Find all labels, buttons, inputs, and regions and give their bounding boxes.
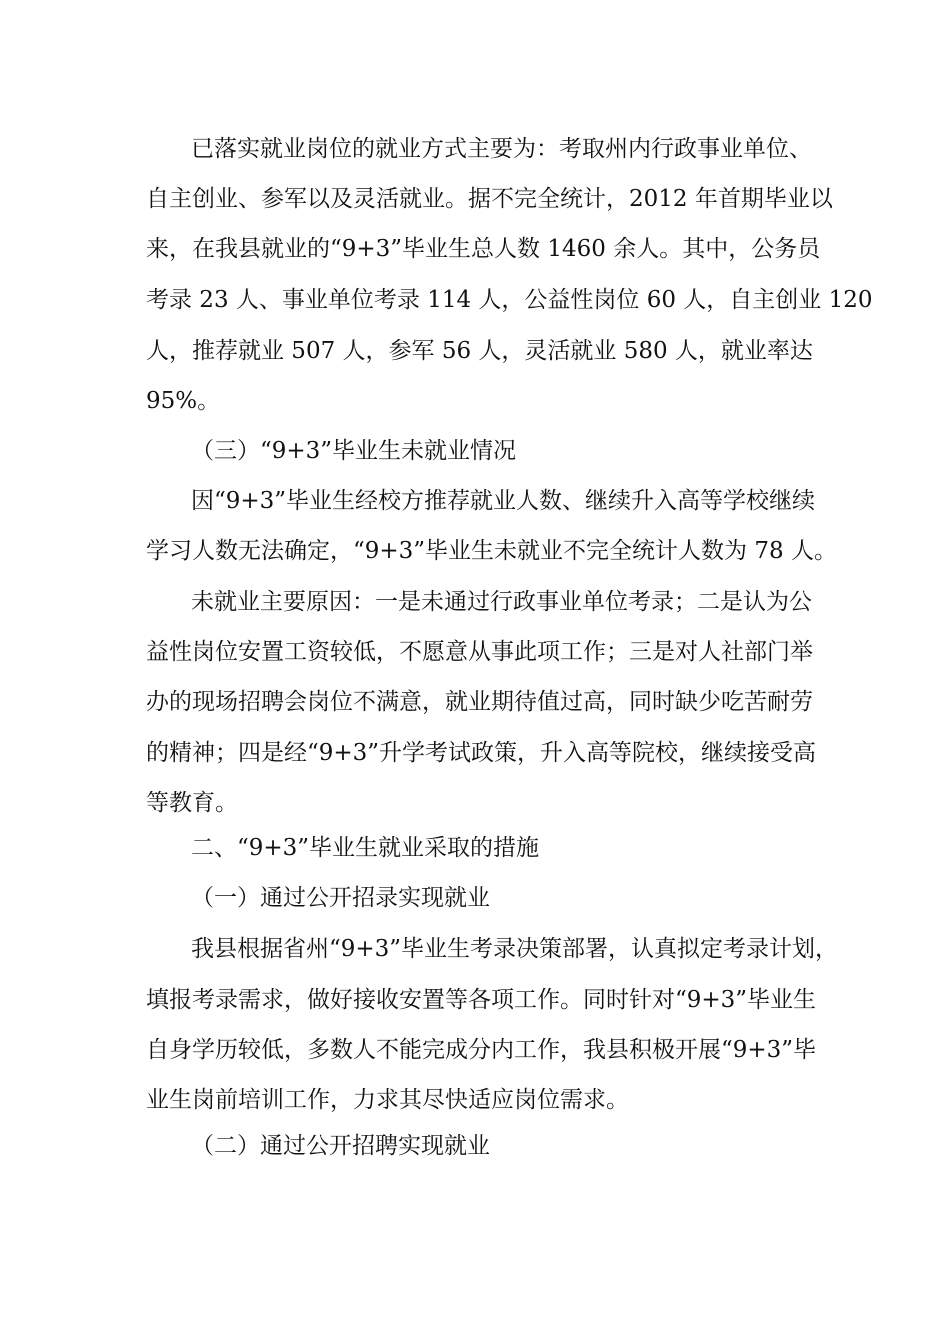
paragraph-line: 的精神；四是经“9+3”升学考试政策，升入高等院校，继续接受高 — [146, 740, 817, 766]
paragraph-line: 我县根据省州“9+3”毕业生考录决策部署，认真拟定考录计划， — [191, 936, 839, 962]
paragraph-line: 因“9+3”毕业生经校方推荐就业人数、继续升入高等学校继续 — [191, 488, 816, 514]
paragraph-line: 学习人数无法确定，“9+3”毕业生未就业不完全统计人数为 78 人。 — [146, 538, 837, 564]
subheading: （三）“9+3”毕业生未就业情况 — [191, 438, 517, 464]
paragraph-line: 人，推荐就业 507 人，参军 56 人，灵活就业 580 人，就业率达 — [146, 338, 813, 364]
paragraph-line: 未就业主要原因：一是未通过行政事业单位考录；二是认为公 — [191, 589, 812, 615]
subheading: （一）通过公开招录实现就业 — [191, 885, 490, 911]
paragraph-line: 考录 23 人、事业单位考录 114 人，公益性岗位 60 人，自主创业 120 — [146, 287, 873, 313]
paragraph-line: 来，在我县就业的“9+3”毕业生总人数 1460 余人。其中，公务员 — [146, 236, 821, 262]
paragraph-line: 业生岗前培训工作，力求其尽快适应岗位需求。 — [146, 1087, 629, 1113]
paragraph-line: 95%。 — [146, 388, 221, 414]
paragraph-line: 填报考录需求，做好接收安置等各项工作。同时针对“9+3”毕业生 — [146, 987, 817, 1013]
paragraph-line: 等教育。 — [146, 790, 238, 816]
paragraph-line: 自主创业、参军以及灵活就业。据不完全统计，2012 年首期毕业以 — [146, 186, 833, 212]
subheading: （二）通过公开招聘实现就业 — [191, 1133, 490, 1159]
paragraph-line: 已落实就业岗位的就业方式主要为：考取州内行政事业单位、 — [191, 136, 812, 162]
paragraph-line: 益性岗位安置工资较低，不愿意从事此项工作；三是对人社部门举 — [146, 639, 813, 665]
paragraph-line: 自身学历较低，多数人不能完成分内工作，我县积极开展“9+3”毕 — [146, 1037, 817, 1063]
section-heading: 二、“9+3”毕业生就业采取的措施 — [191, 835, 540, 861]
paragraph-line: 办的现场招聘会岗位不满意，就业期待值过高，同时缺少吃苦耐劳 — [146, 689, 813, 715]
